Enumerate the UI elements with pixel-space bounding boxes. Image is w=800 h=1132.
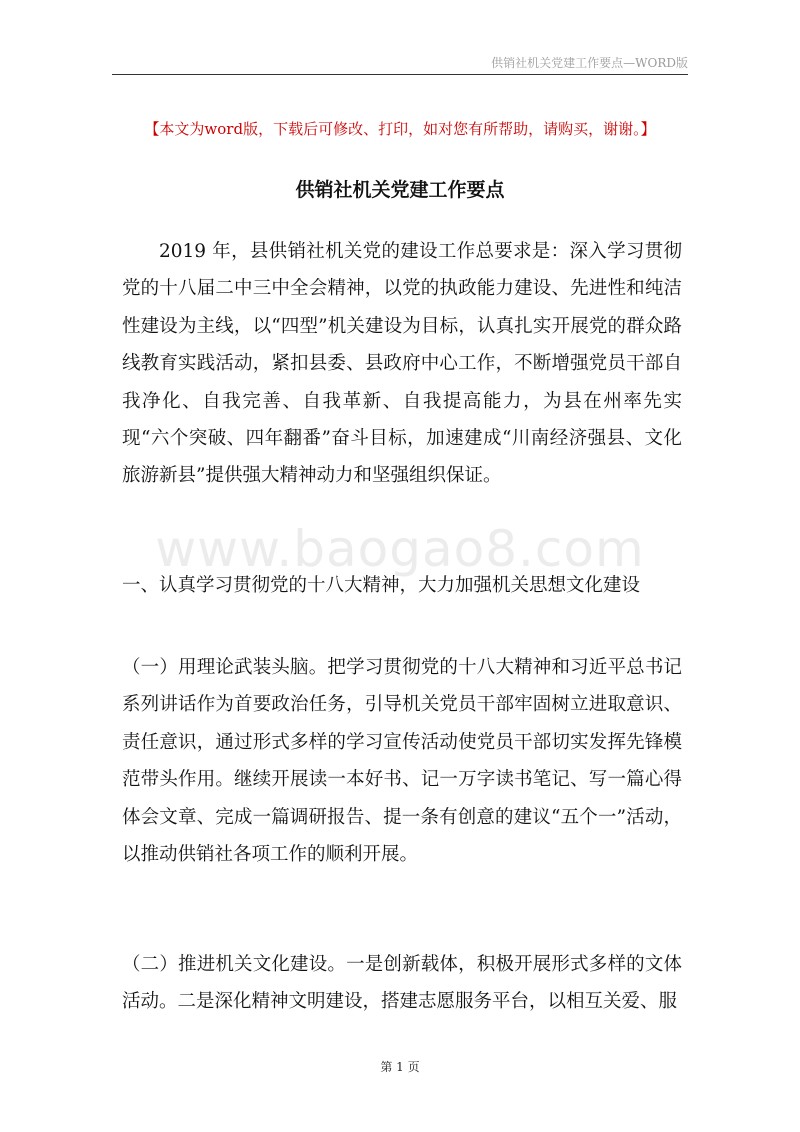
section-heading: 一、认真学习贯彻党的十八大精神，大力加强机关思想文化建设 bbox=[122, 575, 641, 596]
running-header-title: 供销社机关党建工作要点—WORD版 bbox=[491, 56, 688, 70]
header-divider bbox=[112, 74, 688, 75]
watermark-text: www.baogao8.com bbox=[155, 520, 645, 578]
body-paragraph: （一）用理论武装头脑。把学习贯彻党的十八大精神和习近平总书记系列讲话作为首要政治任务，引导机关党员干部牢固树立进取意识、责任意识，通过形式多样的学习宣传活动使党员干部切实发挥先锋模范带头作用。继续开展读一本好书、记一万字读书笔记、写一篇心得体会文章、完成一篇调研报告、提一条有创意的建议“五个一”活动，以推动供销社各项工作的顺利开展。 bbox=[122, 657, 682, 866]
body-paragraph: （二）推进机关文化建设。一是创新载体，积极开展形式多样的文体活动。二是深化精神文明建设，搭建志愿服务平台，以相互关爱、服 bbox=[122, 954, 682, 1013]
intro-paragraph: 2019 年，县供销社机关党的建设工作总要求是：深入学习贯彻党的十八届二中三中全会精神，以党的执政能力建设、先进性和纯洁性建设为主线，以“四型”机关建设为目标，认真扎实开展党的群众路线教育实践活动，紧扣县委、县政府中心工作，不断增强党员干部自我净化、自我完善、自我革新、自我提高能力，为县在州率先实现“六个突破、四年翻番”奋斗目标，加速建成“川南经济强县、文化旅游新县”提供强大精神动力和坚强组织保证。 bbox=[122, 241, 682, 487]
purchase-notice: 【本文为word版，下载后可修改、打印，如对您有所帮助，请购买，谢谢。】 bbox=[144, 120, 656, 138]
document-title: 供销社机关党建工作要点 bbox=[295, 179, 505, 201]
page-number: 第 1 页 bbox=[380, 1060, 420, 1074]
